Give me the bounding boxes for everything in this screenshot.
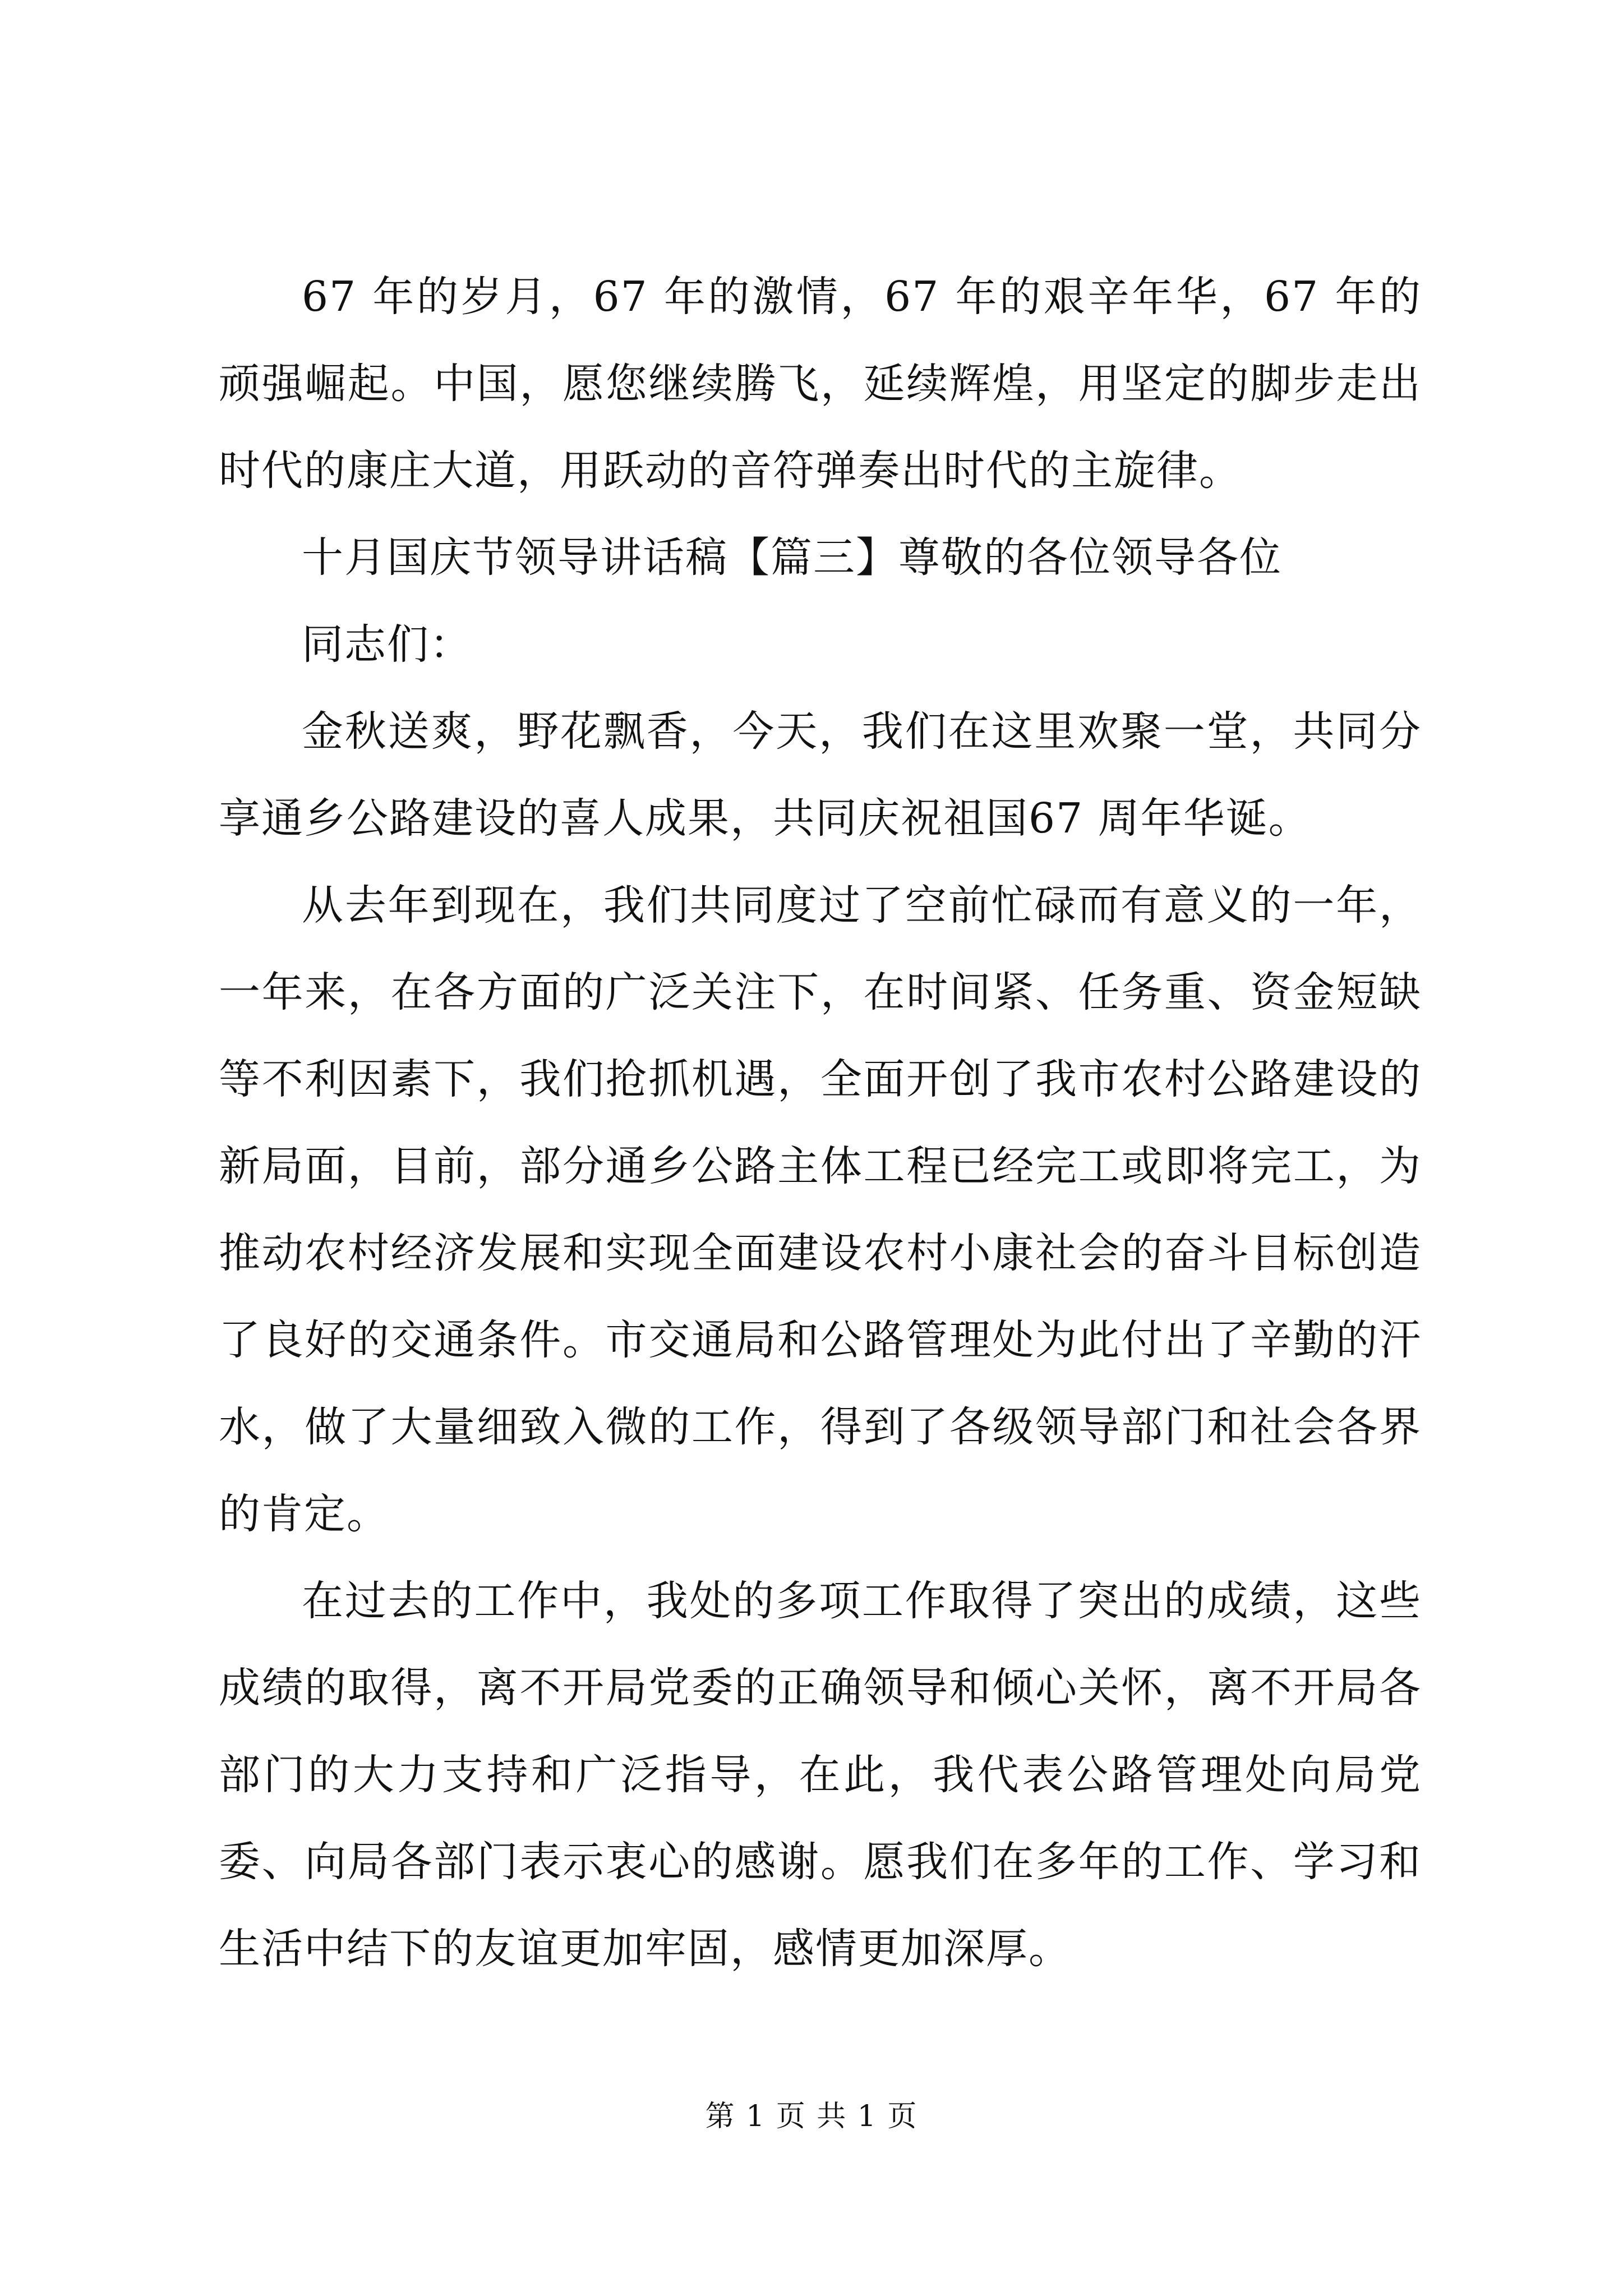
paragraph-5: 从去年到现在，我们共同度过了空前忙碌而有意义的一年，一年来，在各方面的广泛关注下，在时间紧、任务重、资金短缺等不利因素下，我们抢抓机遇，全面开创了我市农村公路建设的新局面，目前，部分通乡公路主体工程已经完工或即将完工，为推动农村经济发展和实现全面建设农村小康社会的奋斗目标创造了良好的交通条件。市交通局和公路管理处为此付出了辛勤的汗水，做了大量细致入微的工作，得到了各级领导部门和社会各界的肯定。 [219, 881, 1422, 1538]
paragraph-3-salutation: 同志们： [302, 620, 472, 669]
page-footer: 第 1 页 共 1 页 [705, 2100, 918, 2133]
paragraph-4: 金秋送爽，野花飘香，今天，我们在这里欢聚一堂，共同分享通乡公路建设的喜人成果，共同庆祝祖国67 周年华诞。 [219, 707, 1422, 843]
paragraph-1: 67 年的岁月，67 年的激情，67 年的艰辛年华，67 年的顽强崛起。中国，愿您继续腾飞，延续辉煌，用坚定的脚步走出时代的康庄大道，用跃动的音符弹奏出时代的主旋律。 [219, 273, 1422, 495]
paragraph-2-heading: 十月国庆节领导讲话稿【篇三】尊敬的各位领导各位 [302, 533, 1282, 582]
document-body [219, 254, 1422, 1993]
paragraph-6: 在过去的工作中，我处的多项工作取得了突出的成绩，这些成绩的取得，离不开局党委的正确领导和倾心关怀，离不开局各部门的大力支持和广泛指导，在此，我代表公路管理处向局党委、向局各部门表示衷心的感谢。愿我们在多年的工作、学习和生活中结下的友谊更加牢固，感情更加深厚。 [219, 1577, 1422, 1973]
